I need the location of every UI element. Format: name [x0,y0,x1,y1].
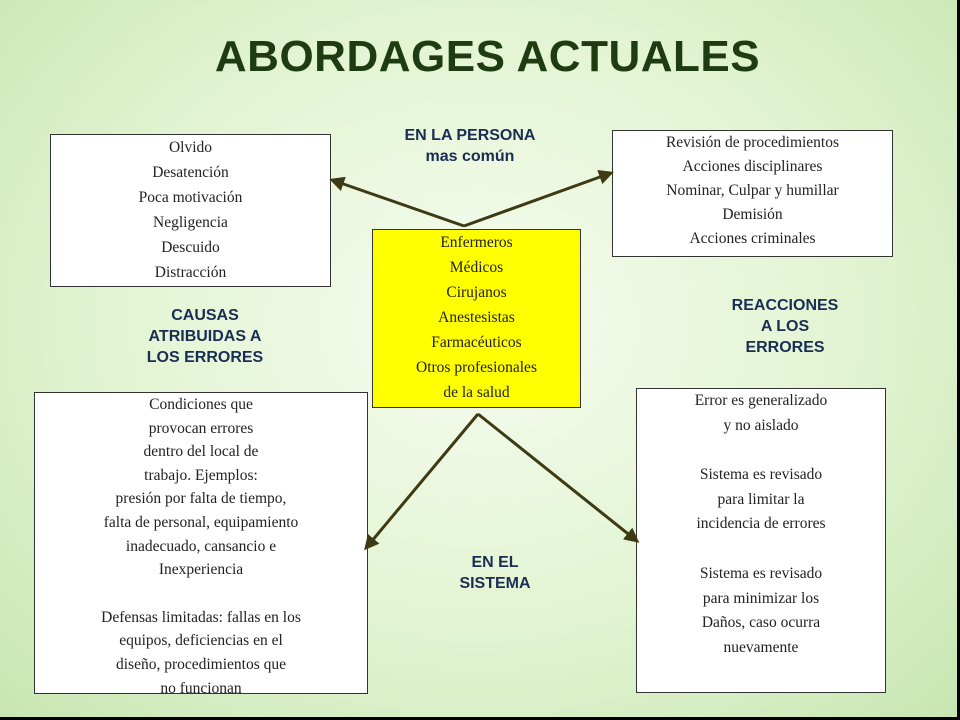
label-line: SISTEMA [459,575,531,592]
box-item: Poca motivación [138,189,243,206]
label-line: EN EL [471,554,519,571]
box-causas-persona [50,134,331,287]
box-item: Nominar, Culpar y humillar [666,182,839,199]
box-item: Cirujanos [446,284,507,301]
box-item: Defensas limitadas: fallas en los [101,608,301,626]
box-item: equipos, deficiencias en el [119,632,283,650]
box-item: para limitar la [717,490,805,508]
box-item: y no aislado [723,416,799,434]
box-item: para minimizar los [702,589,820,607]
arrow-persona-causas [332,180,464,226]
label-line: REACCIONES [731,297,839,314]
box-item: Negligencia [153,214,228,231]
label-en-la-persona [370,125,570,167]
box-item: provocan errores [148,419,254,437]
label-reacciones [685,295,885,358]
box-causas-sistema [34,392,368,697]
box-item: diseño, procedimientos que [115,655,287,673]
box-item: Médicos [449,259,504,276]
box-item: dentro del local de [143,443,259,461]
label-line: A LOS [760,318,810,335]
arrow-sistema-causas [366,414,478,548]
label-line: ERRORES [745,339,825,356]
label-line: CAUSAS [171,307,239,324]
box-item: inadecuado, cansancio e [125,537,277,555]
box-item: Inexperiencia [158,561,244,579]
box-item: de la salud [443,384,510,401]
spacer [35,582,367,606]
box-item: Sistema es revisado [699,466,823,484]
box-item: Enfermeros [440,234,513,251]
box-item: trabajo. Ejemplos: [144,466,258,484]
box-item: Acciones disciplinares [682,158,823,175]
box-item: nuevamente [723,638,799,656]
box-item: Desatención [152,164,229,181]
label-en-el-sistema [395,552,595,594]
box-item: Revisión de procedimientos [665,134,840,151]
box-item: incidencia de errores [696,515,826,533]
label-causas [105,305,305,368]
box-item: Farmacéuticos [431,334,522,351]
box-item: Error es generalizado [694,392,828,409]
box-item: Descuido [161,239,220,256]
box-item: Condiciones que [149,396,253,413]
box-reacciones-persona [612,130,893,257]
box-item: presión por falta de tiempo, [115,490,287,508]
spacer [637,438,885,463]
box-item: Demisión [722,206,783,223]
box-item: Otros profesionales [416,359,537,376]
box-item: falta de personal, equipamiento [103,513,299,531]
label-line: LOS ERRORES [146,349,264,366]
box-item: Daños, caso ocurra [701,614,821,632]
label-line: ATRIBUIDAS A [148,328,262,345]
box-item: Olvido [168,139,213,156]
box-item: Anestesistas [438,309,515,326]
box-item: no funcionan [160,679,242,697]
box-reacciones-sistema [636,388,886,693]
label-line: mas común [425,148,515,165]
box-actores [372,229,581,408]
arrow-persona-reacciones [464,173,611,226]
spacer [637,537,885,562]
box-item: Sistema es revisado [699,564,823,582]
box-item: Acciones criminales [689,230,816,247]
label-line: EN LA PERSONA [404,127,536,144]
arrow-sistema-reacciones [478,414,637,541]
box-item: Distracción [154,264,227,281]
slide-title: ABORDAGES ACTUALES [214,32,761,81]
